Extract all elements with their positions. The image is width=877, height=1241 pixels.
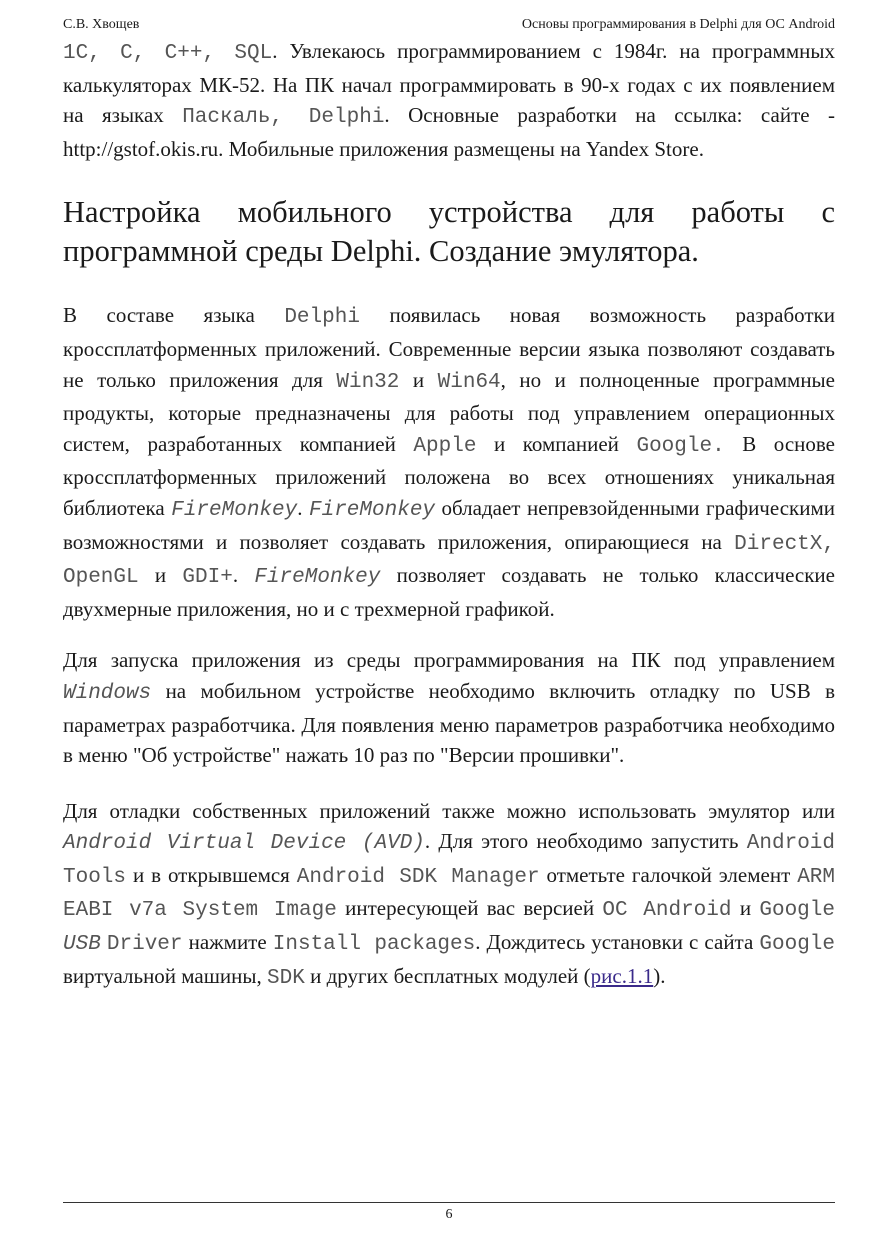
text-run: ).: [653, 963, 666, 988]
text-run: В основе кроссплатформенных приложений положена во всех отношениях уникальная библиотека: [63, 431, 836, 520]
text-run: позволяет создавать не только классические двухмерные приложения, но и с трехмерной графикой.: [63, 563, 835, 621]
code-term: FireMonkey: [309, 498, 436, 522]
text-run: и: [138, 563, 183, 588]
text-run: .: [297, 495, 309, 520]
header-author: С.В. Хвощев: [63, 17, 140, 32]
code-term: Google.: [636, 434, 725, 458]
figure-reference-link[interactable]: рис.1.1: [590, 963, 654, 988]
text-run: и в открывшемся: [126, 862, 297, 887]
page-number: 6: [445, 1207, 453, 1222]
code-term: Win64: [437, 370, 501, 394]
text-run: В составе языка: [63, 303, 285, 328]
code-term: 1C, C, C++, SQL: [63, 42, 273, 65]
code-term: Windows: [63, 681, 152, 705]
footer-divider: [63, 1202, 835, 1203]
code-term: Google: [759, 899, 835, 923]
text-run: на мобильном устройстве необходимо включить отладку по USB в параметрах разработчика. Для появления меню параметров разработчика необходимо в меню "Об устройстве" нажать 10 раз по "Версии прошивки".: [63, 678, 835, 768]
text-run: интересующей вас версией: [336, 896, 603, 921]
code-term: Apple: [413, 434, 477, 458]
code-term: FireMonkey: [171, 498, 298, 522]
text-run: нажмите: [182, 930, 273, 955]
code-term: Android Tools: [63, 832, 835, 889]
text-run: и: [731, 896, 760, 921]
code-term: Delphi: [284, 306, 360, 330]
paragraph-crossplatform: [63, 300, 835, 624]
running-header: [63, 16, 835, 34]
text-run: отметьте галочкой элемент: [539, 862, 798, 887]
code-term: Паскаль, Delphi: [182, 106, 385, 130]
text-run: . Основные разработки на ссылка: сайте - http://gstof.okis.ru. Мобильные приложения размещены на Yandex Store.: [63, 103, 835, 161]
text-run: Для запуска приложения из среды программирования на ПК под управлением: [63, 648, 835, 673]
text-run: появилась новая возможность разработки кроссплатформенных приложений. Современные версии языка позволяют создавать не только приложения для: [63, 303, 835, 392]
text-run: , но и полноценные программные продукты, которые предназначены для работы под управлением операционных систем, разработанных компанией: [63, 367, 835, 456]
paragraph-emulator: [63, 796, 835, 995]
code-term: GDI+: [182, 566, 233, 590]
code-term: DirectX, OpenGL: [63, 532, 835, 590]
section-heading: Настройка мобильного устройства для работы с программной среды Delphi. Создание эмулятора.: [63, 195, 835, 269]
text-run: и компанией: [476, 431, 637, 456]
code-term: Android SDK Manager: [296, 865, 540, 889]
code-term: SDK: [267, 966, 305, 990]
text-run: . Для этого необходимо запустить: [424, 829, 747, 854]
header-book-title: Основы программирования в Delphi для ОС Android: [521, 17, 835, 32]
intro-paragraph: [63, 36, 835, 164]
code-term: Google: [759, 933, 836, 957]
code-term: FireMonkey: [254, 566, 381, 590]
text-run: обладает непревзойденными графическими возможностями и позволяет создавать приложения, опирающиеся на: [63, 495, 835, 554]
code-term: USB: [63, 933, 101, 957]
code-term: ARM EABI v7a System Image: [63, 865, 835, 923]
text-run: . Дождитесь установки с сайта: [475, 930, 760, 955]
text-run: . Увлекаюсь программированием с 1984г. на программных калькуляторах МК-52. На ПК начал программировать в 90-х годах с их появлением на языках: [63, 39, 835, 128]
text-run: и других бесплатных модулей (: [304, 963, 591, 988]
code-term: Android Virtual Device (AVD): [63, 832, 425, 856]
page-content: [63, 36, 835, 994]
text-run: виртуальной машины,: [63, 963, 268, 988]
text-run: Для отладки собственных приложений также можно использовать эмулятор или: [63, 798, 835, 823]
text-run: .: [232, 563, 255, 588]
text-run: и: [399, 367, 438, 392]
code-term: Install packages: [272, 933, 476, 957]
code-term: Win32: [336, 370, 400, 394]
code-term: Driver: [106, 933, 183, 957]
code-term: OC Android: [602, 899, 732, 923]
paragraph-usb-debugging: [63, 645, 835, 770]
